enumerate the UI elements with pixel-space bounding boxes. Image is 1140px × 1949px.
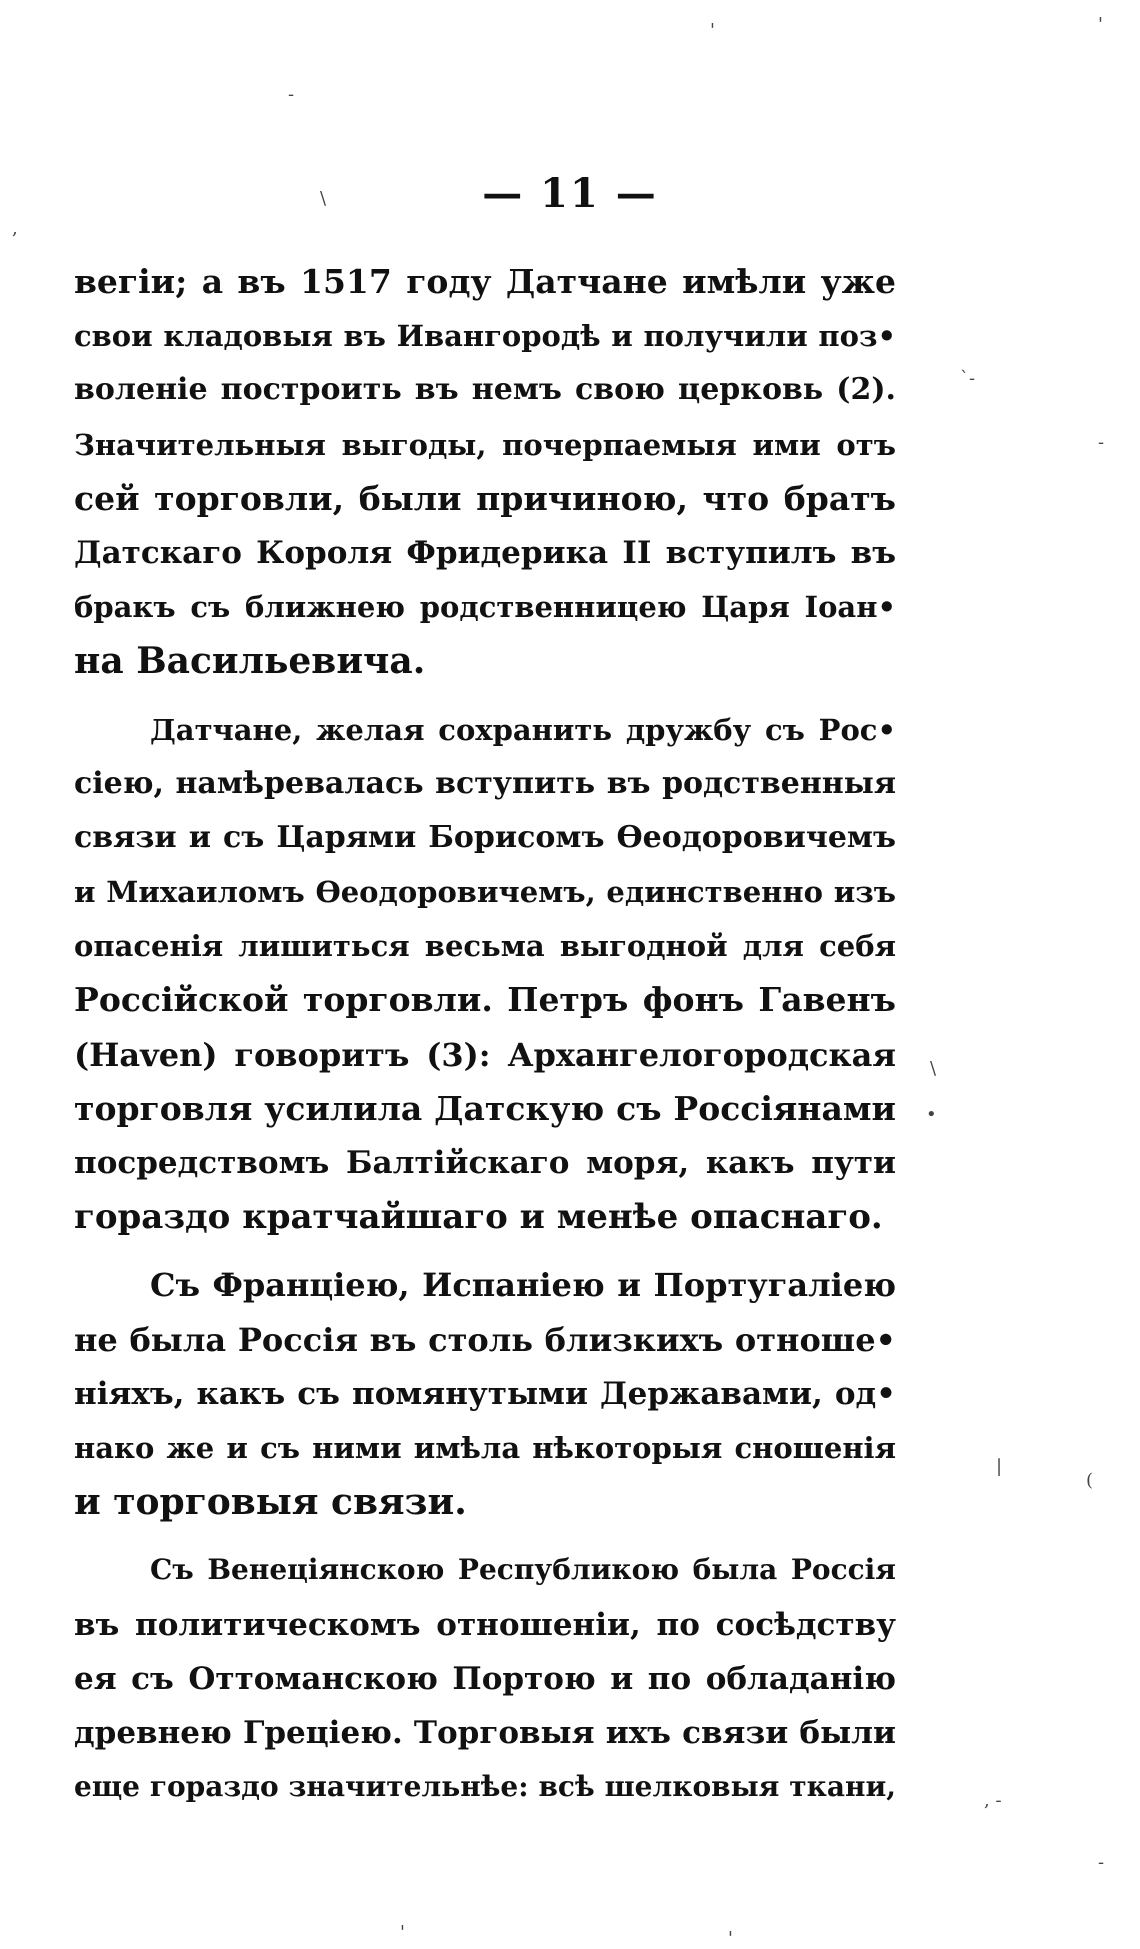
page-number: — 11 — <box>482 170 658 217</box>
scan-speck: - <box>1098 432 1105 453</box>
text-line: и торговыя связи. <box>74 1481 467 1524</box>
text-line: въ политическомъ отношеніи, по сосѣдству <box>74 1606 896 1643</box>
text-line: Датскаго Короля Фридерика II вступилъ въ <box>74 534 896 571</box>
scan-speck: - <box>1098 1852 1105 1873</box>
scan-speck: - <box>288 84 295 105</box>
text-line: гораздо кратчайшаго и менѣе опаснаго. <box>74 1197 883 1238</box>
text-line: Россійской торговли. Петръ фонъ Гавенъ <box>74 980 896 1020</box>
text-line: на Васильевича. <box>74 640 426 683</box>
text-line: бракъ съ ближнею родственницею Царя Іоан• <box>74 590 896 625</box>
scan-speck: ' <box>710 20 715 41</box>
scan-speck: , <box>12 218 18 239</box>
text-line: Датчане, желая сохранить дружбу съ Рос• <box>150 712 896 747</box>
text-line: еще гораздо значительнѣе: всѣ шелковыя ткани, <box>74 1770 896 1804</box>
text-line: нако же и съ ними имѣла нѣкоторыя сношенія <box>74 1430 896 1465</box>
scan-speck: ' <box>400 1922 405 1943</box>
text-line: торговля усилила Датскую съ Россіянами <box>74 1088 896 1128</box>
text-line: древнею Греціею. Торговыя ихъ связи были <box>74 1714 896 1751</box>
text-line: ніяхъ, какъ съ помянутыми Державами, од• <box>74 1375 896 1412</box>
text-line: Съ Венеціянскою Республикою была Россія <box>150 1553 896 1587</box>
scan-speck: `- <box>960 368 976 389</box>
text-line: (Haven) говоритъ (3): Архангелогородская <box>74 1035 896 1074</box>
text-line: не была Россія въ столь близкихъ отноше• <box>74 1320 896 1359</box>
scan-speck: | <box>996 1456 1003 1477</box>
scan-speck: ( <box>1086 1470 1094 1491</box>
text-line: свои кладовыя въ Ивангородѣ и получили поз• <box>74 319 896 354</box>
text-line: вегіи; а въ 1517 году Датчане имѣли уже <box>74 262 896 301</box>
text-line: Значительныя выгоды, почерпаемыя ими отъ <box>74 427 896 462</box>
body-text <box>74 255 896 1814</box>
text-line: опасенія лишиться весьма выгодной для себя <box>74 929 896 964</box>
text-line: сіею, намѣревалась вступить въ родственныя <box>74 765 896 801</box>
scan-speck: \ <box>320 188 327 209</box>
scan-speck: \ <box>930 1058 937 1079</box>
text-line: посредствомъ Балтійскаго моря, какъ пути <box>74 1145 896 1181</box>
scan-speck: • <box>926 1104 937 1125</box>
scan-speck: ' <box>728 1928 733 1949</box>
text-line: связи и съ Царями Борисомъ Ѳеодоровичемъ <box>74 819 896 855</box>
text-line: и Михаиломъ Ѳеодоровичемъ, единственно изъ <box>74 875 896 910</box>
scan-speck: ' <box>1098 14 1103 35</box>
text-line: воленіе построить въ немъ свою церковь (2). <box>74 372 896 408</box>
text-line: ея съ Оттоманскою Портою и по обладанію <box>74 1660 896 1697</box>
scan-speck: , - <box>984 1790 1002 1811</box>
text-line: Съ Франціею, Испаніею и Португаліею <box>150 1266 896 1305</box>
text-line: сей торговли, были причиною, что братъ <box>74 478 896 518</box>
